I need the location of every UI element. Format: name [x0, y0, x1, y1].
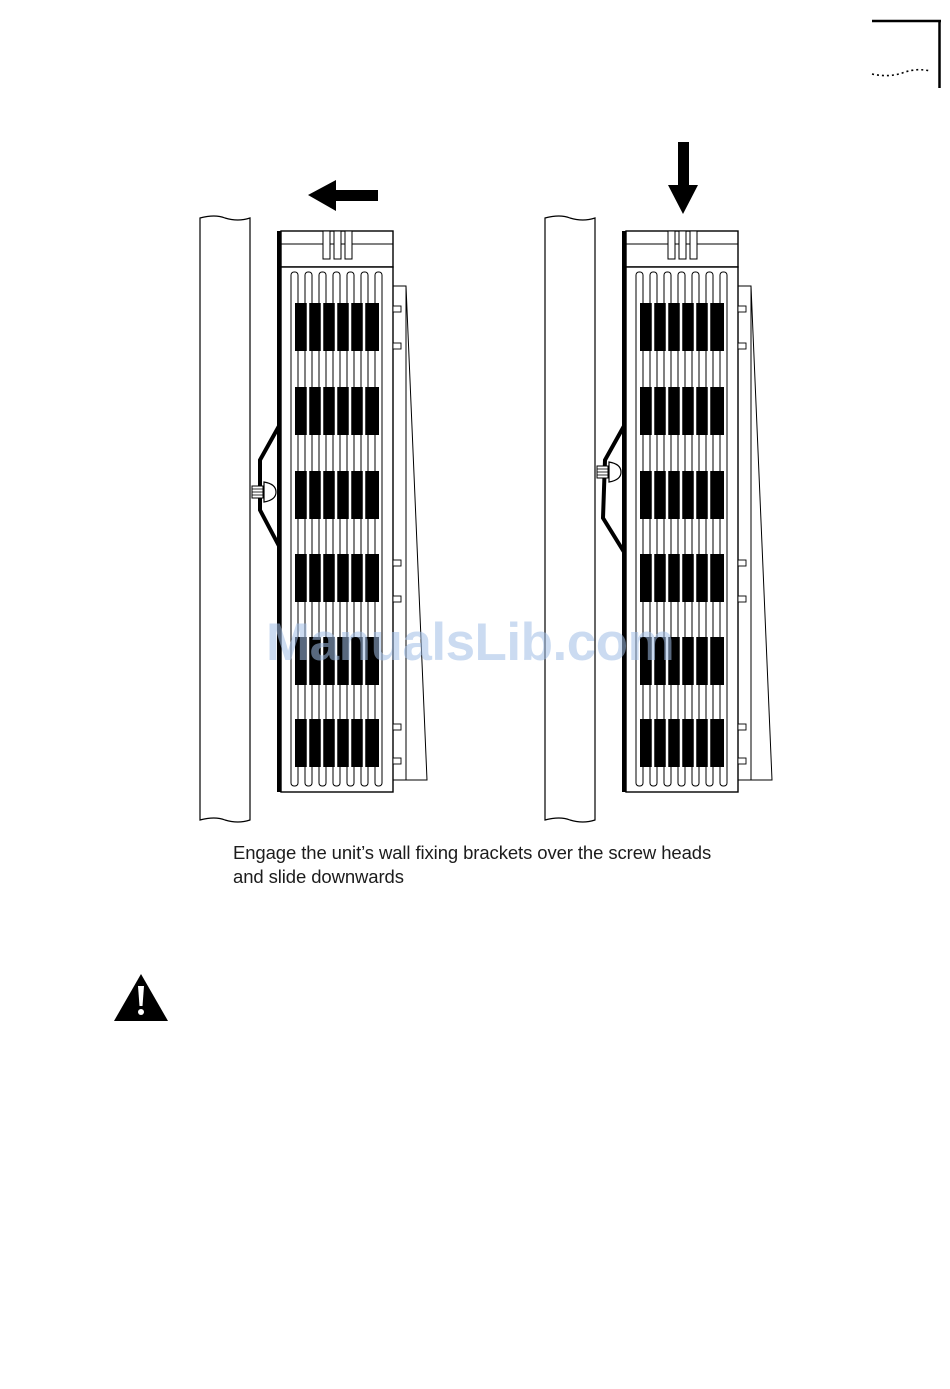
caption-line-2: and slide downwards	[233, 866, 404, 887]
caption-line-1: Engage the unit’s wall fixing brackets over the screw heads	[233, 842, 712, 863]
warning-triangle-icon	[112, 972, 170, 1024]
arrow-left-icon	[308, 180, 378, 211]
unit-right-view	[545, 216, 772, 822]
figure-caption	[233, 841, 793, 889]
arrow-down-icon	[668, 142, 698, 214]
watermark: ManualsLib.com	[266, 613, 675, 672]
unit-left-view	[200, 216, 427, 822]
